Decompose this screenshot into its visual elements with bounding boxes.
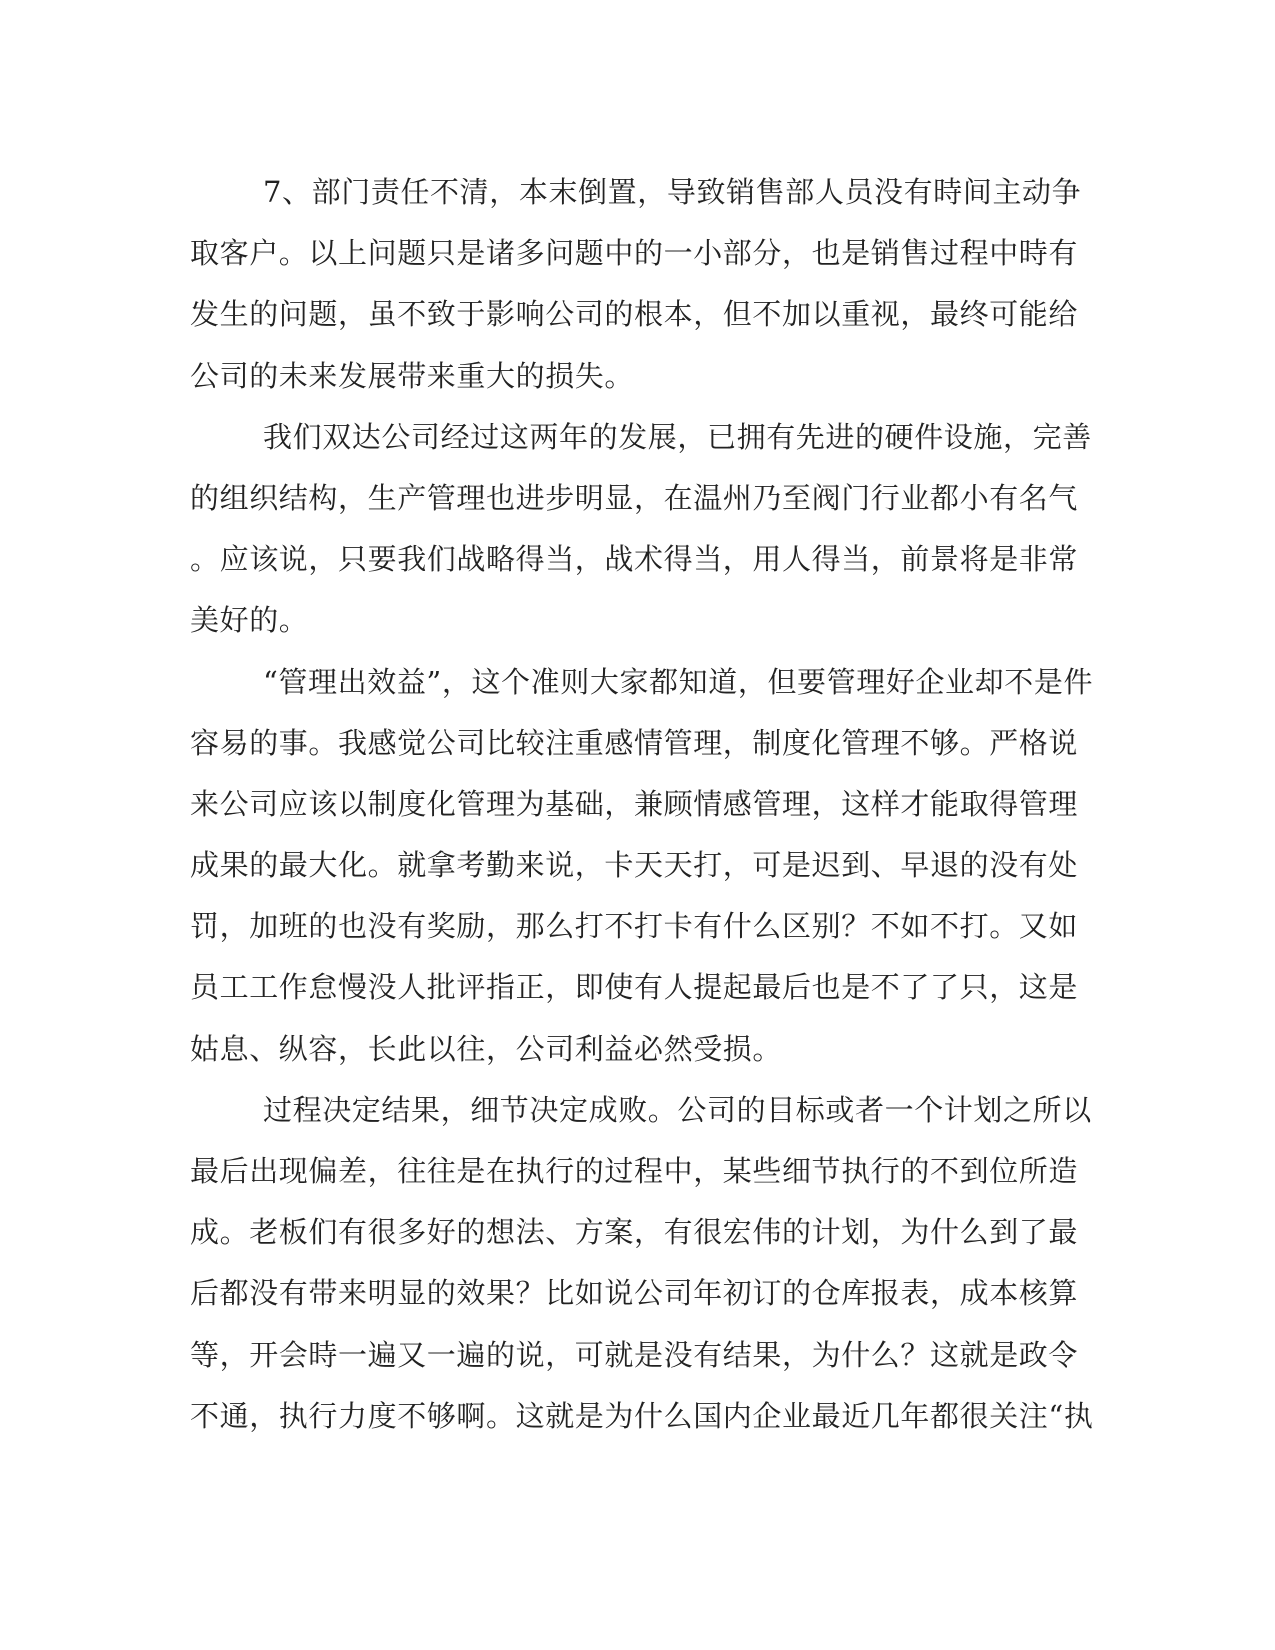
paragraph-line: 发生的问题，虽不致于影响公司的根本，但不加以重视，最终可能给: [190, 297, 1079, 332]
paragraph-line: 来公司应该以制度化管理为基础，兼顾情感管理，这样才能取得管理: [190, 786, 1079, 821]
paragraph-line: “管理出效益”，这个准则大家都知道，但要管理好企业却不是件: [263, 664, 1094, 699]
paragraph-line: 容易的事。我感觉公司比较注重感情管理，制度化管理不够。严格说: [190, 725, 1079, 760]
paragraph-line: 成果的最大化。就拿考勤来说，卡天天打，可是迟到、早退的没有处: [190, 848, 1079, 883]
paragraph-line: 后都没有带来明显的效果？比如说公司年初订的仓库报表，成本核算: [190, 1276, 1079, 1311]
paragraph-line: 取客户。以上问题只是诸多问题中的一小部分，也是销售过程中時有: [190, 236, 1079, 271]
paragraph-line: 的组织结构，生产管理也进步明显，在温州乃至阀门行业都小有名气: [190, 480, 1079, 515]
paragraph-line: 罚，加班的也没有奖励，那么打不打卡有什么区别？不如不打。又如: [190, 909, 1079, 944]
paragraph-line: 公司的未来发展带来重大的损失。: [190, 358, 635, 393]
paragraph-line: 7、部门责任不清，本末倒置，导致销售部人员没有時间主动争: [263, 175, 1082, 209]
paragraph-line: 成。老板们有很多好的想法、方案，有很宏伟的计划，为什么到了最: [190, 1215, 1079, 1250]
paragraph-line: 过程决定结果，细节决定成败。公司的目标或者一个计划之所以: [263, 1092, 1092, 1127]
paragraph-line: 等，开会時一遍又一遍的说，可就是没有结果，为什么？这就是政令: [190, 1337, 1079, 1372]
paragraph-line: 我们双达公司经过这两年的发展，已拥有先进的硬件设施，完善: [263, 419, 1092, 454]
document-body: [190, 162, 1094, 1447]
paragraph-line: 不通，执行力度不够啊。这就是为什么国内企业最近几年都很关注“执: [190, 1398, 1094, 1433]
paragraph-line: 美好的。: [190, 603, 309, 638]
paragraph-line: 员工工作怠慢没人批评指正，即使有人提起最后也是不了了只，这是: [190, 970, 1079, 1005]
paragraph-line: 。应该说，只要我们战略得当，战术得当，用人得当，前景将是非常: [190, 542, 1079, 577]
paragraph-line: 最后出现偏差，往往是在执行的过程中，某些细节执行的不到位所造: [190, 1154, 1079, 1188]
paragraph-line: 姑息、纵容，长此以往，公司利益必然受损。: [190, 1031, 783, 1066]
